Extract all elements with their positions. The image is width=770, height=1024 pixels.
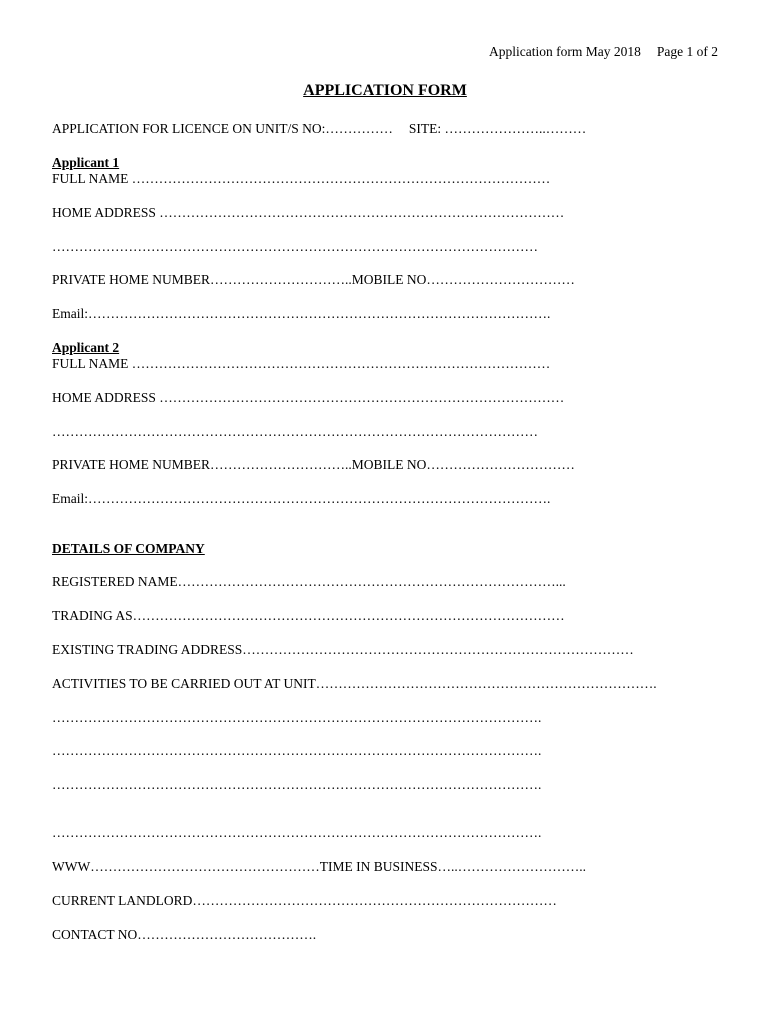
applicant2-phone-field[interactable]: PRIVATE HOME NUMBER…………………………..MOBILE NO…………………………… [52, 457, 575, 472]
trading-as-field[interactable]: TRADING AS…………………………………………………………………………………… [52, 608, 565, 623]
activities-line2-field[interactable]: ………………………………………………………………………………………………. [52, 710, 542, 725]
applicant1-heading: Applicant 1 [52, 155, 120, 170]
current-landlord-field[interactable]: CURRENT LANDLORD……………………………………………………………………… [52, 893, 557, 908]
applicant1-address-line2-field[interactable]: ……………………………………………………………………………………………… [52, 239, 538, 254]
form-title: APPLICATION FORM [303, 82, 467, 99]
page-header [489, 44, 718, 60]
unit-field[interactable]: APPLICATION FOR LICENCE ON UNIT/S NO:…………… [52, 121, 393, 136]
activities-field[interactable]: ACTIVITIES TO BE CARRIED OUT AT UNIT…………………………………………………………………. [52, 676, 657, 691]
licence-line [52, 121, 586, 137]
activities-line4-field[interactable]: ………………………………………………………………………………………………. [52, 777, 542, 792]
doc-label: Application form May 2018 [489, 44, 641, 59]
applicant2-home-address-field[interactable]: HOME ADDRESS ……………………………………………………………………………… [52, 390, 565, 405]
www-time-in-business-field[interactable]: WWW……………………………………………TIME IN BUSINESS…..……………………….. [52, 859, 586, 874]
applicant2-email-field[interactable]: Email:…………………………………………………………………………………………. [52, 491, 551, 506]
applicant1-home-address-field[interactable]: HOME ADDRESS ……………………………………………………………………………… [52, 205, 565, 220]
company-heading: DETAILS OF COMPANY [52, 541, 205, 556]
existing-trading-address-field[interactable]: EXISTING TRADING ADDRESS…………………………………………………………………………… [52, 642, 634, 657]
activities-line3-field[interactable]: ………………………………………………………………………………………………. [52, 743, 542, 758]
contact-no-field[interactable]: CONTACT NO…………………………………. [52, 927, 317, 942]
applicant1-email-field[interactable]: Email:…………………………………………………………………………………………. [52, 306, 551, 321]
applicant1-full-name-field[interactable]: FULL NAME ………………………………………………………………………………… [52, 171, 551, 186]
applicant2-address-line2-field[interactable]: ……………………………………………………………………………………………… [52, 424, 538, 439]
registered-name-field[interactable]: REGISTERED NAME…………………………………………………………………………... [52, 574, 566, 589]
page-number: Page 1 of 2 [656, 44, 718, 59]
activities-line5-field[interactable]: ………………………………………………………………………………………………. [52, 825, 542, 840]
site-field[interactable]: SITE: …………………..……… [408, 121, 587, 136]
applicant2-heading: Applicant 2 [52, 340, 120, 355]
applicant1-phone-field[interactable]: PRIVATE HOME NUMBER…………………………..MOBILE NO…………………………… [52, 272, 575, 287]
applicant2-full-name-field[interactable]: FULL NAME ………………………………………………………………………………… [52, 356, 551, 371]
